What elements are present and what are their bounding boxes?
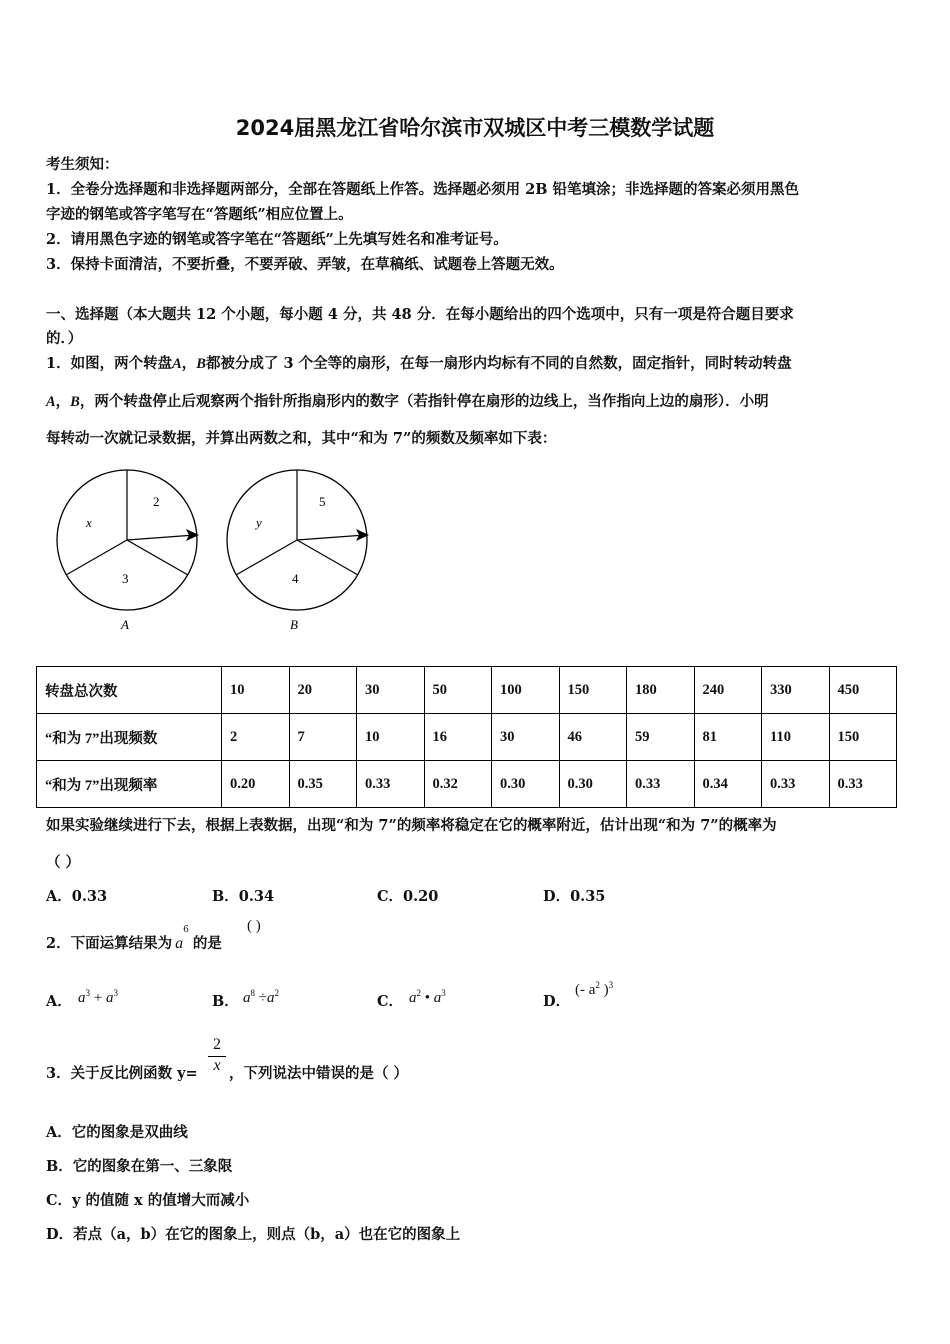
q1-line-2: A，B，两个转盘停止后观察两个指针所指扇形内的数字（若指针停在扇形的边线上，当作指向上边的扇形）．小明 [46, 393, 769, 410]
table-row [37, 761, 897, 808]
table-row [37, 714, 897, 761]
table-cell: 10 [222, 667, 290, 714]
table-cell: 0.35 [289, 761, 357, 808]
table-cell: 59 [627, 714, 695, 761]
page-title: 2024届黑龙江省哈尔滨市双城区中考三模数学试题 [235, 116, 715, 140]
q1-line-1: 1．如图，两个转盘A，B都被分成了 3 个全等的扇形，在每一扇形内均标有不同的自然数，固定指针，同时转动转盘 [46, 355, 792, 372]
q3-option-c: C．y 的值随 x 的值增大而减小 [46, 1192, 250, 1209]
section-heading-b: 的．） [46, 330, 83, 347]
table-cell: 0.33 [829, 761, 897, 808]
notice-line-1a: 1．全卷分选择题和非选择题两部分，全部在答题纸上作答。选择题必须用 2B 铅笔填涂；非选择题的答案必须用黑色 [46, 181, 800, 198]
table-cell: 10 [357, 714, 425, 761]
q2-option-d-label: D． [543, 993, 571, 1010]
table-cell: 150 [559, 667, 627, 714]
spinner-b-name: B [290, 617, 298, 632]
q2-paren: ( ) [247, 918, 261, 934]
table-cell: 0.33 [762, 761, 830, 808]
table-cell: 180 [627, 667, 695, 714]
section-heading-a: 一、选择题（本大题共 12 个小题，每小题 4 分，共 48 分．在每小题给出的四个选项中，只有一项是符合题目要求 [46, 306, 794, 323]
table-cell: 0.30 [559, 761, 627, 808]
table-cell: 30 [357, 667, 425, 714]
table-cell: 0.20 [222, 761, 290, 808]
table-cell: 0.30 [492, 761, 560, 808]
q3-stem-pre: 3．关于反比例函数 y= [46, 1065, 198, 1082]
table-cell: 110 [762, 714, 830, 761]
spinners-figure [50, 465, 380, 635]
table-cell: 100 [492, 667, 560, 714]
table-cell: 81 [694, 714, 762, 761]
spinner-a-left: x [86, 515, 92, 530]
table-cell: 0.33 [627, 761, 695, 808]
table-cell: 0.32 [424, 761, 492, 808]
table-cell: 150 [829, 714, 897, 761]
table-cell: 450 [829, 667, 897, 714]
pointer-a-icon [127, 535, 195, 540]
q3-option-d: D．若点（a，b）在它的图象上，则点（b，a）也在它的图象上 [46, 1226, 461, 1243]
table-cell: 330 [762, 667, 830, 714]
q3-option-b: B．它的图象在第一、三象限 [46, 1158, 233, 1175]
spinner-b [227, 470, 369, 632]
table-row-label: 转盘总次数 [37, 667, 222, 714]
spinner-b-top: 5 [319, 494, 326, 509]
table-cell: 50 [424, 667, 492, 714]
notice-line-1b: 字迹的钢笔或答字笔写在“答题纸”相应位置上。 [46, 206, 353, 223]
table-cell: 46 [559, 714, 627, 761]
table-row [37, 667, 897, 714]
notice-line-3: 3．保持卡面清洁，不要折叠，不要弄破、弄皱，在草稿纸、试题卷上答题无效。 [46, 256, 564, 273]
frequency-table [36, 666, 897, 808]
q1-option-b: B．0.34 [212, 888, 275, 905]
q1-option-a: A．0.33 [46, 888, 108, 905]
spinner-a [57, 470, 199, 632]
q3-option-a: A．它的图象是双曲线 [46, 1124, 188, 1141]
spinner-a-name: A [121, 617, 129, 632]
fraction-numerator: 2 [213, 1036, 221, 1053]
q1-option-d: D．0.35 [543, 888, 606, 905]
q2-option-a-expr: $a^3 + a^3$ [78, 988, 118, 1006]
q2-stem: 2．下面运算结果为 $a^6$的是 [46, 925, 222, 952]
table-cell: 7 [289, 714, 357, 761]
q2-option-c-label: C． [377, 993, 404, 1010]
q3-stem-post: ，下列说法中错误的是（ ） [229, 1065, 409, 1082]
table-cell: 20 [289, 667, 357, 714]
spinner-b-bottom: 4 [292, 571, 299, 586]
table-cell: 16 [424, 714, 492, 761]
q1-after-2: （ ） [46, 854, 81, 871]
q1-option-c: C．0.20 [377, 888, 439, 905]
table-cell: 240 [694, 667, 762, 714]
table-cell: 2 [222, 714, 290, 761]
q2-option-b-label: B． [212, 993, 239, 1010]
q2-option-b-expr: $a^8 \div a^2$ [243, 988, 279, 1006]
fraction-denominator: x [208, 1056, 226, 1075]
table-row-label: “和为 7”出现频数 [37, 714, 222, 761]
q1-line-3: 每转动一次就记录数据，并算出两数之和，其中“和为 7”的频数及频率如下表： [46, 430, 557, 447]
table-row-label: “和为 7”出现频率 [37, 761, 222, 808]
q2-option-d-expr: (- $a^2$ )$^3$ [575, 980, 614, 998]
spinner-b-left: y [256, 515, 262, 530]
spinner-a-top: 2 [153, 494, 160, 509]
q2-option-c-expr: $a^2$ • $a^3$ [409, 988, 446, 1006]
pointer-b-icon [297, 535, 365, 540]
notice-heading: 考生须知： [46, 156, 119, 173]
spinner-a-bottom: 3 [122, 571, 129, 586]
table-cell: 0.33 [357, 761, 425, 808]
notice-line-2: 2．请用黑色字迹的钢笔或答字笔在“答题纸”上先填写姓名和准考证号。 [46, 231, 508, 248]
q1-after-1: 如果实验继续进行下去，根据上表数据，出现“和为 7”的频率将稳定在它的概率附近，估计出现“和为 7”的概率为 [46, 817, 777, 834]
q3-fraction [208, 1036, 226, 1075]
q2-option-a-label: A． [46, 993, 72, 1010]
table-cell: 0.34 [694, 761, 762, 808]
table-cell: 30 [492, 714, 560, 761]
